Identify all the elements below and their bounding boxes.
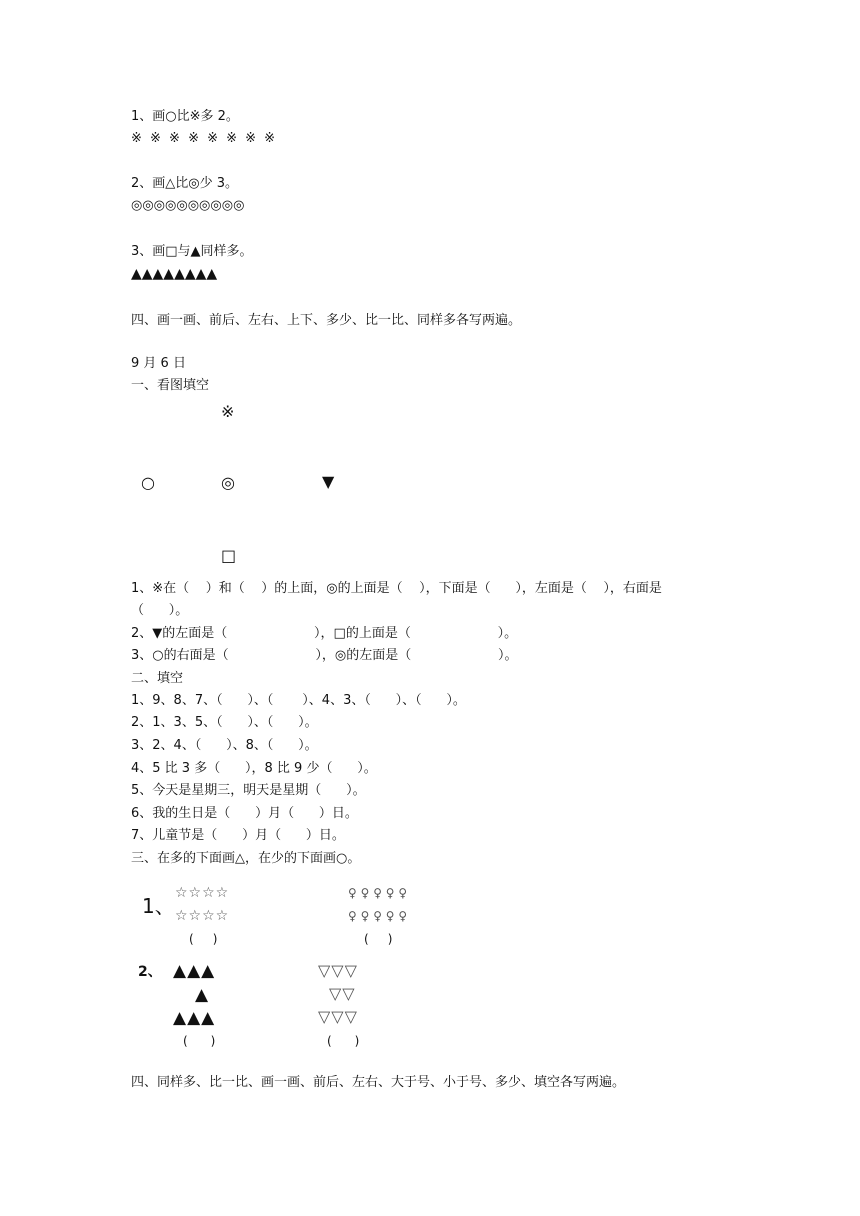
hollow-down-triangles-row-1: ▽▽▽ bbox=[318, 961, 358, 980]
fill-blank-1: 1、9、8、7、（ ）、（ ）、4、3、（ ）、（ ）。 bbox=[131, 693, 466, 708]
section-4-instruction: 四、画一画、前后、左右、上下、多少、比一比、同样多各写两遍。 bbox=[131, 313, 522, 328]
answer-paren-black-triangles: ( ) bbox=[183, 1034, 216, 1048]
figure-left-circle: ○ bbox=[141, 473, 155, 492]
figure-right-down-triangle: ▼ bbox=[322, 472, 335, 491]
fill-blank-3: 3、2、4、（ ）、8、（ ）。 bbox=[131, 738, 318, 753]
figure-top-reference-mark: ※ bbox=[221, 402, 235, 421]
question-2-text: 2、画△比◎少 3。 bbox=[131, 176, 239, 191]
hollow-down-triangles-row-2: ▽▽ bbox=[329, 984, 356, 1003]
picture-1-number: 1、 bbox=[142, 894, 175, 918]
stars-row-2: ☆☆☆☆ bbox=[175, 908, 230, 924]
fill-blank-4: 4、5 比 3 多（ ），8 比 9 少（ ）。 bbox=[131, 761, 377, 776]
reference-marks-row: ※ ※ ※ ※ ※ ※ ※ ※ bbox=[131, 131, 278, 146]
position-question-3: 3、○的右面是（ ），◎的左面是（ ）。 bbox=[131, 648, 518, 663]
fill-blank-5: 5、今天是星期三，明天是星期（ ）。 bbox=[131, 783, 366, 798]
section-4-instruction-day2: 四、同样多、比一比、画一画、前后、左右、大于号、小于号、多少、填空各写两遍。 bbox=[131, 1075, 626, 1090]
fill-blank-6: 6、我的生日是（ ）月（ ）日。 bbox=[131, 806, 358, 821]
date-heading: 9 月 6 日 bbox=[131, 356, 186, 371]
black-triangles-row-1: ▲▲▲ bbox=[173, 961, 216, 981]
figure-bottom-square: □ bbox=[221, 546, 237, 565]
black-triangle-row: ▲▲▲▲▲▲▲▲ bbox=[131, 266, 218, 282]
position-question-2: 2、▼的左面是（ ），□的上面是（ ）。 bbox=[131, 626, 518, 641]
fill-blank-7: 7、儿童节是（ ）月（ ）日。 bbox=[131, 828, 345, 843]
fill-blank-2: 2、1、3、5、（ ）、（ ）。 bbox=[131, 715, 318, 730]
question-3-text: 3、画□与▲同样多。 bbox=[131, 244, 253, 259]
answer-paren-females: ( ) bbox=[364, 932, 393, 946]
position-question-1-continued: （ ）。 bbox=[131, 603, 189, 618]
figure-center-double-circle: ◎ bbox=[221, 473, 235, 492]
black-triangles-row-3: ▲▲▲ bbox=[173, 1008, 216, 1028]
stars-row-1: ☆☆☆☆ bbox=[175, 885, 230, 901]
section-3-title: 三、在多的下面画△，在少的下面画○。 bbox=[131, 851, 361, 866]
answer-paren-hollow-triangles: ( ) bbox=[327, 1034, 360, 1048]
section-2-title: 二、填空 bbox=[131, 671, 184, 686]
female-symbols-row-2: ♀ ♀ ♀ ♀ ♀ bbox=[348, 909, 408, 923]
question-1-text: 1、画○比※多 2。 bbox=[131, 109, 239, 124]
position-question-1: 1、※在（ ）和（ ）的上面，◎的上面是（ ），下面是（ ），左面是（ ），右面是 bbox=[131, 581, 662, 596]
answer-paren-stars: ( ) bbox=[189, 932, 218, 946]
black-triangles-row-2: ▲ bbox=[195, 985, 209, 1005]
picture-2-number: 2、 bbox=[138, 964, 162, 980]
double-circle-row: ◎◎◎◎◎◎◎◎◎◎ bbox=[131, 198, 245, 213]
female-symbols-row-1: ♀ ♀ ♀ ♀ ♀ bbox=[348, 886, 408, 900]
section-1-title: 一、看图填空 bbox=[131, 378, 210, 393]
hollow-down-triangles-row-3: ▽▽▽ bbox=[318, 1007, 358, 1026]
